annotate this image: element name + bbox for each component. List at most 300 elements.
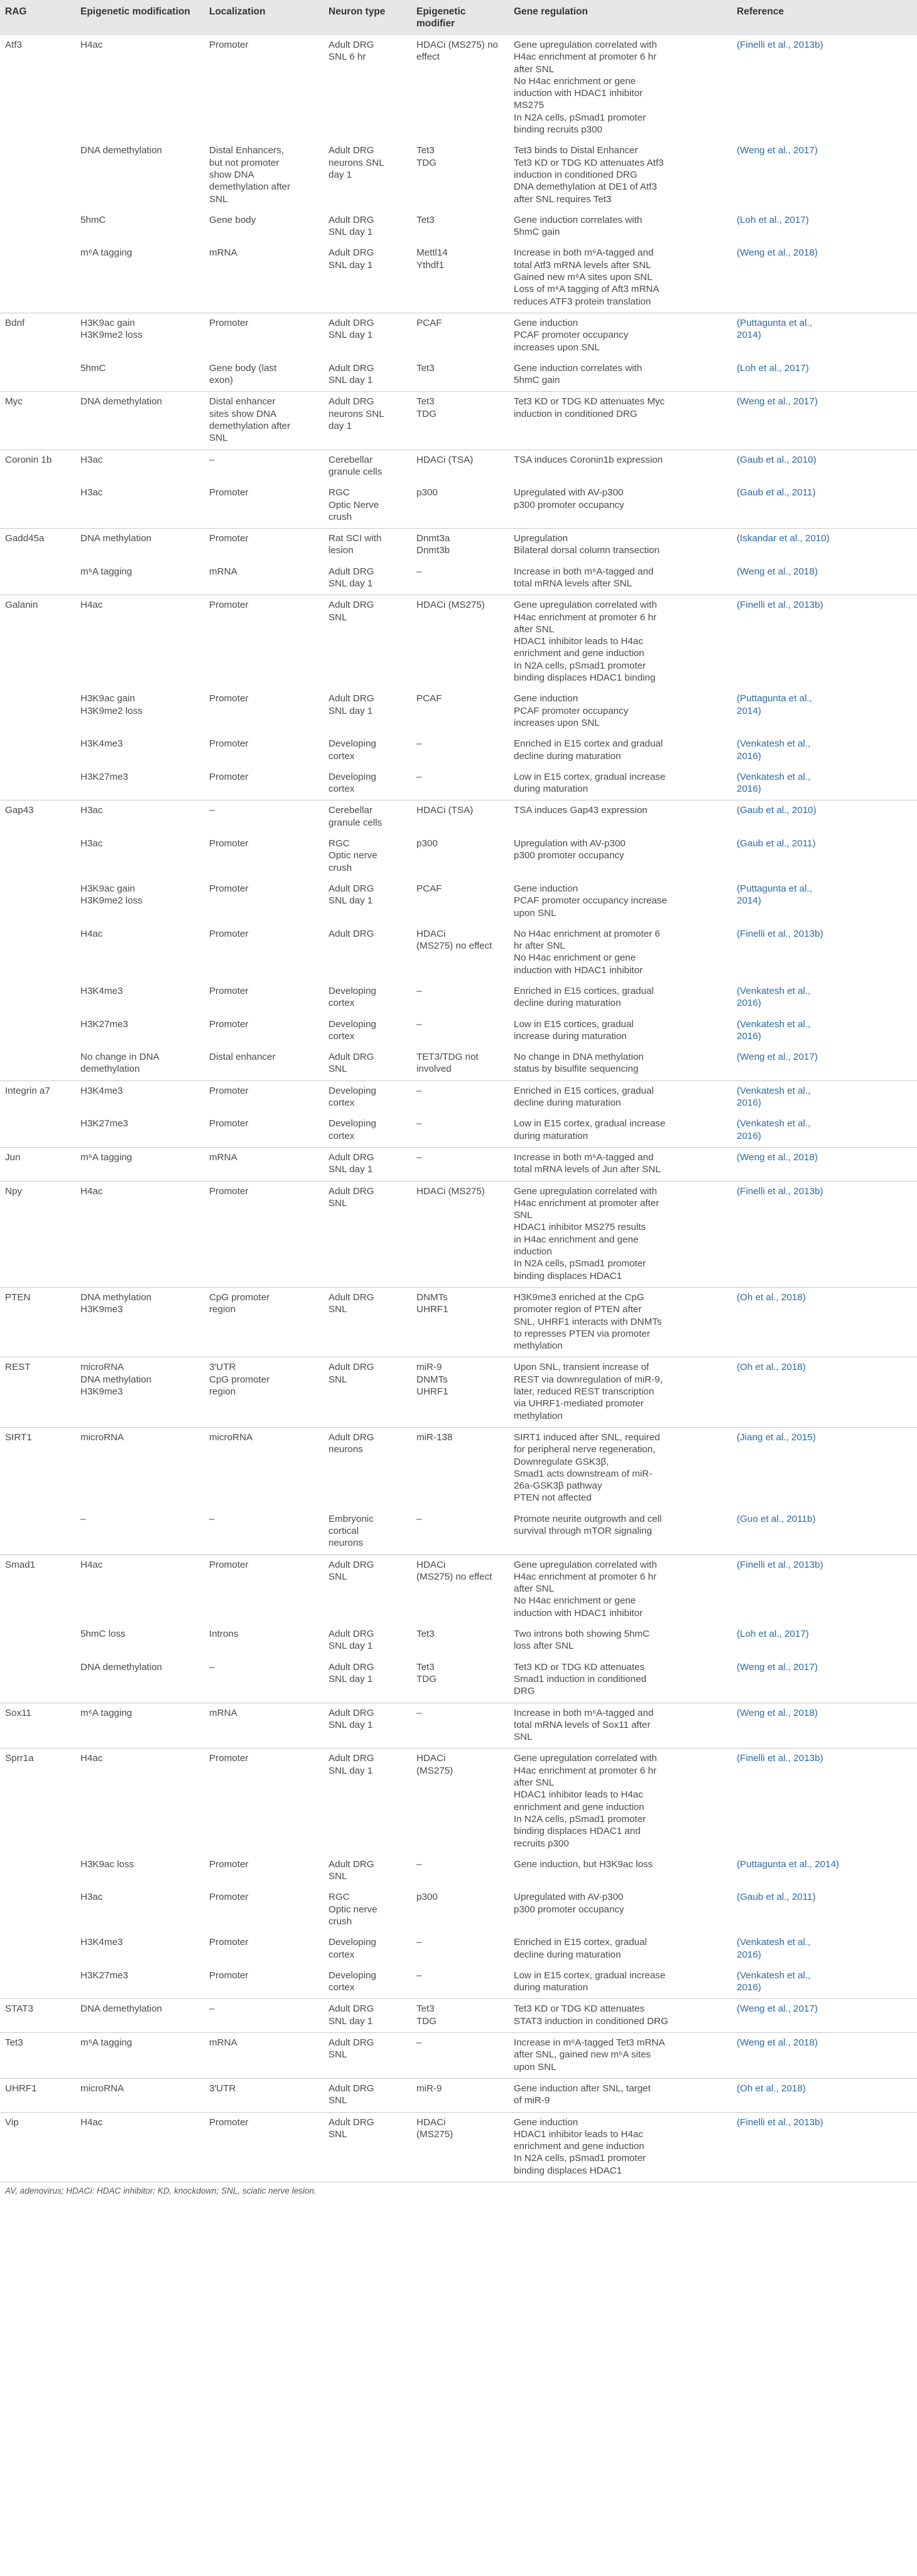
cell-neuron-type-line: Adult DRG xyxy=(328,2003,374,2015)
cell-epigenetic-modifier xyxy=(411,689,509,734)
cell-gene-regulation-line: Upon SNL, transient increase of xyxy=(514,1362,649,1373)
cell-gene-regulation-line: promoter region of PTEN after xyxy=(514,1304,642,1315)
cell-gene-regulation-line: SNL xyxy=(514,1210,533,1221)
cell-neuron-type xyxy=(323,1966,411,1999)
cell-epigenetic-modification xyxy=(75,1555,204,1624)
cell-epigenetic-modifier-line: Tet3 xyxy=(416,145,435,156)
cell-epigenetic-modification-line: microRNA xyxy=(80,1362,124,1373)
cell-gene-regulation-line: recruits p300 xyxy=(514,1838,569,1849)
cell-rag: Coronin 1b xyxy=(0,450,75,483)
cell-epigenetic-modification xyxy=(75,358,204,392)
cell-rag: Smad1 xyxy=(0,1555,75,1624)
cell-gene-regulation-line: binding recruits p300 xyxy=(514,124,602,136)
cell-rag xyxy=(0,1047,75,1081)
table-row xyxy=(0,1657,917,1703)
cell-reference xyxy=(732,2078,917,2112)
cell-epigenetic-modification-line: m⁶A tagging xyxy=(80,2037,133,2049)
cell-epigenetic-modification xyxy=(75,1887,204,1932)
header-neuron-type: Neuron type xyxy=(328,6,386,17)
cell-rag: Galanin xyxy=(0,595,75,689)
cell-reference xyxy=(732,450,917,483)
cell-rag xyxy=(0,689,75,734)
cell-epigenetic-modifier-line: – xyxy=(416,771,422,782)
cell-reference-line: (Weng et al., 2018) xyxy=(737,1151,818,1163)
cell-gene-regulation xyxy=(509,392,732,450)
cell-gene-regulation-line: upon SNL xyxy=(514,2061,556,2072)
cell-reference xyxy=(732,1999,917,2033)
cell-neuron-type xyxy=(323,800,411,834)
cell-localization-line: CpG promoter xyxy=(209,1291,270,1303)
cell-neuron-type-line: Developing xyxy=(328,1018,376,1030)
cell-rag xyxy=(0,1624,75,1657)
cell-epigenetic-modification-line: DNA demethylation xyxy=(80,145,163,156)
cell-localization xyxy=(204,1624,323,1657)
cell-epigenetic-modification-line: m⁶A tagging xyxy=(80,1151,133,1163)
cell-gene-regulation xyxy=(509,1703,732,1749)
cell-epigenetic-modifier-line: p300 xyxy=(416,487,438,498)
cell-gene-regulation-line: induction with HDAC1 inhibitor xyxy=(514,88,643,99)
cell-gene-regulation-line: Tet3 binds to Distal Enhancer xyxy=(514,145,638,156)
cell-gene-regulation-line: methylation xyxy=(514,1340,563,1352)
cell-reference-line: 2014) xyxy=(737,330,761,341)
cell-epigenetic-modification-line: H3K27me3 xyxy=(80,1018,128,1030)
cell-gene-regulation-line: Enriched in E15 cortex and gradual xyxy=(514,738,663,750)
cell-gene-regulation-line: H4ac enrichment at promoter after xyxy=(514,1197,659,1209)
cell-reference-line: 2014) xyxy=(737,705,761,716)
table-row xyxy=(0,800,917,834)
cell-epigenetic-modifier xyxy=(411,981,509,1015)
cell-epigenetic-modification xyxy=(75,450,204,483)
cell-reference xyxy=(732,1624,917,1657)
cell-localization xyxy=(204,1657,323,1703)
cell-gene-regulation-line: Smad1 acts downstream of miR- xyxy=(514,1468,653,1479)
table-row xyxy=(0,392,917,450)
cell-epigenetic-modification xyxy=(75,1047,204,1081)
cell-localization-line: Distal enhancer xyxy=(209,396,276,407)
cell-gene-regulation-line: during maturation xyxy=(514,1130,589,1141)
cell-gene-regulation xyxy=(509,1114,732,1147)
cell-gene-regulation-line: induction with HDAC1 inhibitor xyxy=(514,964,643,976)
cell-epigenetic-modification-line: H3ac xyxy=(80,838,103,849)
cell-epigenetic-modification xyxy=(75,1749,204,1855)
cell-reference xyxy=(732,2033,917,2079)
cell-localization-line: Promoter xyxy=(209,1858,249,1870)
cell-gene-regulation xyxy=(509,1015,732,1048)
cell-neuron-type xyxy=(323,1147,411,1181)
cell-reference xyxy=(732,879,917,924)
cell-reference-line: 2016) xyxy=(737,1949,761,1960)
header-reference: Reference xyxy=(737,6,784,17)
cell-localization xyxy=(204,2033,323,2079)
cell-epigenetic-modification xyxy=(75,924,204,981)
cell-neuron-type-line: Developing xyxy=(328,771,376,782)
cell-reference-line: (Finelli et al., 2013b) xyxy=(737,2116,823,2128)
cell-localization xyxy=(204,2078,323,2112)
cell-reference xyxy=(732,483,917,528)
cell-epigenetic-modifier xyxy=(411,734,509,767)
cell-gene-regulation-line: binding displaces HDAC1 and xyxy=(514,1826,641,1837)
cell-reference xyxy=(732,1357,917,1427)
table-row xyxy=(0,1749,917,1855)
cell-epigenetic-modification xyxy=(75,1509,204,1555)
cell-gene-regulation xyxy=(509,1749,732,1855)
cell-epigenetic-modifier xyxy=(411,1287,509,1357)
cell-neuron-type-line: Adult DRG xyxy=(328,928,374,939)
cell-gene-regulation-line: Smad1 induction in conditioned xyxy=(514,1673,647,1684)
cell-gene-regulation-line: p300 promoter occupancy xyxy=(514,1904,624,1915)
cell-neuron-type-line: cortical xyxy=(328,1525,359,1536)
cell-gene-regulation-line: total Atf3 mRNA levels after SNL xyxy=(514,259,651,271)
cell-neuron-type-line: SNL xyxy=(328,1374,347,1385)
cell-gene-regulation-line: Low in E15 cortex, gradual increase xyxy=(514,1118,666,1129)
cell-gene-regulation-line: binding displaces HDAC1 xyxy=(514,1270,622,1281)
cell-neuron-type-line: neurons xyxy=(328,1444,363,1455)
cell-epigenetic-modifier xyxy=(411,1114,509,1147)
table-row xyxy=(0,35,917,141)
cell-epigenetic-modifier xyxy=(411,483,509,528)
cell-epigenetic-modifier-line: UHRF1 xyxy=(416,1304,448,1315)
cell-localization xyxy=(204,2112,323,2182)
cell-neuron-type xyxy=(323,358,411,392)
cell-gene-regulation-line: Promote neurite outgrowth and cell xyxy=(514,1513,662,1524)
cell-rag xyxy=(0,562,75,595)
cell-neuron-type xyxy=(323,2078,411,2112)
cell-neuron-type-line: SNL xyxy=(328,1064,347,1075)
cell-reference-line: (Finelli et al., 2013b) xyxy=(737,1753,823,1764)
cell-localization xyxy=(204,243,323,313)
cell-neuron-type xyxy=(323,2033,411,2079)
cell-epigenetic-modifier xyxy=(411,313,509,358)
cell-gene-regulation-line: Tet3 KD or TDG KD attenuates Myc xyxy=(514,396,665,407)
cell-reference xyxy=(732,800,917,834)
cell-epigenetic-modification-line: 5hmC xyxy=(80,362,106,374)
cell-gene-regulation xyxy=(509,243,732,313)
cell-localization-line: Promoter xyxy=(209,1018,249,1030)
cell-localization-line: Promoter xyxy=(209,1118,249,1129)
cell-gene-regulation xyxy=(509,1357,732,1427)
cell-localization-line: SNL xyxy=(209,433,228,444)
cell-epigenetic-modification-line: H4ac xyxy=(80,1559,103,1570)
cell-epigenetic-modifier xyxy=(411,2112,509,2182)
cell-epigenetic-modification-line: DNA methylation xyxy=(80,1374,152,1385)
cell-epigenetic-modifier-line: – xyxy=(416,1513,422,1524)
cell-gene-regulation xyxy=(509,358,732,392)
cell-neuron-type xyxy=(323,562,411,595)
cell-localization-line: Promoter xyxy=(209,738,249,750)
cell-epigenetic-modifier-line: – xyxy=(416,566,422,577)
cell-gene-regulation-line: increases upon SNL xyxy=(514,717,600,728)
cell-gene-regulation-line: during maturation xyxy=(514,784,589,795)
cell-epigenetic-modifier-line: (MS275) xyxy=(416,2128,453,2140)
cell-reference xyxy=(732,767,917,800)
cell-neuron-type-line: Adult DRG xyxy=(328,2083,374,2094)
cell-gene-regulation xyxy=(509,1855,732,1888)
cell-reference-line: (Finelli et al., 2013b) xyxy=(737,600,823,611)
cell-reference xyxy=(732,35,917,141)
cell-reference-line: 2016) xyxy=(737,784,761,795)
cell-epigenetic-modifier-line: PCAF xyxy=(416,693,442,704)
cell-gene-regulation-line: HDAC1 inhibitor leads to H4ac xyxy=(514,636,643,647)
cell-gene-regulation-line: Bilateral dorsal column transection xyxy=(514,545,660,556)
cell-epigenetic-modification-line: H3K4me3 xyxy=(80,1085,123,1096)
cell-gene-regulation-line: Low in E15 cortices, gradual xyxy=(514,1018,634,1030)
cell-epigenetic-modifier xyxy=(411,450,509,483)
table-row xyxy=(0,1181,917,1287)
cell-epigenetic-modification xyxy=(75,1081,204,1114)
cell-epigenetic-modifier-line: – xyxy=(416,1018,422,1030)
cell-epigenetic-modifier-line: – xyxy=(416,1085,422,1096)
cell-epigenetic-modification-line: H4ac xyxy=(80,928,103,939)
cell-epigenetic-modifier xyxy=(411,1047,509,1081)
cell-localization-line: Promoter xyxy=(209,928,249,939)
table-row xyxy=(0,2033,917,2079)
cell-reference-line: (Venkatesh et al., xyxy=(737,986,811,996)
cell-neuron-type-line: SNL xyxy=(328,612,347,623)
cell-epigenetic-modifier-line: (MS275) no effect xyxy=(416,1571,492,1582)
cell-epigenetic-modifier xyxy=(411,141,509,210)
cell-neuron-type-line: Adult DRG xyxy=(328,1291,374,1303)
cell-neuron-type xyxy=(323,1555,411,1624)
cell-reference xyxy=(732,2112,917,2182)
cell-localization-line: Distal enhancer xyxy=(209,1052,276,1063)
cell-epigenetic-modification xyxy=(75,595,204,689)
cell-localization xyxy=(204,689,323,734)
cell-rag: Integrin a7 xyxy=(0,1081,75,1114)
cell-gene-regulation-line: In N2A cells, pSmad1 promoter xyxy=(514,660,646,671)
cell-neuron-type-line: SNL day 1 xyxy=(328,895,373,907)
cell-gene-regulation-line: after SNL, gained new m⁶A sites xyxy=(514,2049,651,2061)
cell-localization-line: Promoter xyxy=(209,317,249,328)
cell-localization-line: – xyxy=(209,1661,215,1673)
cell-epigenetic-modification xyxy=(75,1114,204,1147)
cell-epigenetic-modification xyxy=(75,483,204,528)
table-row xyxy=(0,767,917,800)
cell-gene-regulation-line: In N2A cells, pSmad1 promoter xyxy=(514,112,646,123)
cell-gene-regulation-line: Gene induction xyxy=(514,317,578,328)
cell-gene-regulation-line: In N2A cells, pSmad1 promoter xyxy=(514,1258,646,1269)
cell-rag xyxy=(0,210,75,244)
cell-rag xyxy=(0,734,75,767)
cell-neuron-type-line: Developing xyxy=(328,1970,376,1981)
cell-gene-regulation-line: during maturation xyxy=(514,1982,589,1993)
cell-reference xyxy=(732,1932,917,1966)
cell-gene-regulation-line: Gene induction xyxy=(514,883,578,894)
cell-reference-line: (Gaub et al., 2011) xyxy=(737,487,816,498)
cell-reference xyxy=(732,1657,917,1703)
cell-localization xyxy=(204,1999,323,2033)
cell-epigenetic-modifier xyxy=(411,1015,509,1048)
cell-epigenetic-modifier xyxy=(411,1749,509,1855)
cell-gene-regulation-line: No H4ac enrichment or gene xyxy=(514,75,636,87)
cell-neuron-type-line: Optic Nerve xyxy=(328,499,379,510)
cell-epigenetic-modifier-line: TDG xyxy=(416,2015,437,2027)
cell-gene-regulation-line: p300 promoter occupancy xyxy=(514,499,624,510)
cell-reference xyxy=(732,1966,917,1999)
cell-gene-regulation-line: methylation xyxy=(514,1410,563,1421)
cell-epigenetic-modification-line: DNA methylation xyxy=(80,1291,152,1303)
cell-reference-line: (Finelli et al., 2013b) xyxy=(737,928,823,939)
cell-reference-line: 2014) xyxy=(737,895,761,907)
cell-epigenetic-modifier-line: – xyxy=(416,1151,422,1163)
cell-neuron-type xyxy=(323,1703,411,1749)
cell-epigenetic-modification-line: microRNA xyxy=(80,1431,124,1443)
cell-epigenetic-modifier xyxy=(411,243,509,313)
table-row xyxy=(0,1287,917,1357)
cell-reference-line: (Venkatesh et al., xyxy=(737,738,811,750)
cell-epigenetic-modification xyxy=(75,2033,204,2079)
cell-gene-regulation-line: status by bisulfite sequencing xyxy=(514,1064,639,1075)
cell-gene-regulation xyxy=(509,2078,732,2112)
cell-reference-line: (Gaub et al., 2010) xyxy=(737,805,817,816)
cell-neuron-type-line: Cerebellar xyxy=(328,805,373,816)
cell-gene-regulation-line: binding displaces HDAC1 xyxy=(514,2165,622,2176)
cell-neuron-type-line: SNL xyxy=(328,1197,347,1209)
table-row xyxy=(0,313,917,358)
cell-gene-regulation-line: HDAC1 inhibitor leads to H4ac xyxy=(514,2128,643,2140)
cell-reference-line: (Oh et al., 2018) xyxy=(737,1291,806,1303)
cell-epigenetic-modifier-line: – xyxy=(416,738,422,750)
cell-epigenetic-modification-line: H3K27me3 xyxy=(80,1970,128,1981)
cell-neuron-type-line: Developing xyxy=(328,1937,376,1948)
cell-epigenetic-modifier-line: HDACi (TSA) xyxy=(416,454,474,465)
cell-neuron-type-line: SNL xyxy=(328,1304,347,1315)
cell-epigenetic-modifier-line: HDACi (MS275) no effect xyxy=(416,40,498,63)
cell-gene-regulation-line: after SNL xyxy=(514,1777,555,1789)
cell-reference xyxy=(732,981,917,1015)
cell-neuron-type xyxy=(323,1081,411,1114)
cell-gene-regulation-line: No H4ac enrichment or gene xyxy=(514,952,636,964)
cell-localization-line: Promoter xyxy=(209,600,249,611)
cell-neuron-type-line: Adult DRG xyxy=(328,396,374,407)
cell-neuron-type-line: Adult DRG xyxy=(328,1151,374,1163)
cell-gene-regulation-line: Gene induction correlates with xyxy=(514,214,643,225)
cell-gene-regulation-line: H4ac enrichment at promoter 6 hr xyxy=(514,51,657,63)
cell-epigenetic-modifier-line: PCAF xyxy=(416,883,442,894)
cell-localization xyxy=(204,313,323,358)
cell-gene-regulation-line: total mRNA levels of Jun after SNL xyxy=(514,1164,661,1175)
cell-rag xyxy=(0,1966,75,1999)
cell-gene-regulation-line: for peripheral nerve regeneration, xyxy=(514,1444,656,1455)
cell-localization-line: 3′UTR xyxy=(209,1362,236,1373)
cell-epigenetic-modifier-line: TET3/TDG not xyxy=(416,1052,479,1063)
cell-epigenetic-modifier-line: – xyxy=(416,1970,422,1981)
cell-localization xyxy=(204,1047,323,1081)
cell-gene-regulation-line: Two introns both showing 5hmC xyxy=(514,1629,650,1640)
cell-gene-regulation xyxy=(509,1147,732,1181)
cell-localization-line: mRNA xyxy=(209,1707,237,1718)
cell-neuron-type-line: Optic nerve xyxy=(328,1904,377,1915)
cell-gene-regulation-line: Gene upregulation correlated with xyxy=(514,1559,657,1570)
cell-gene-regulation-line: Enriched in E15 cortices, gradual xyxy=(514,986,654,996)
table-row xyxy=(0,834,917,879)
cell-gene-regulation-line: 26a-GSK3β pathway xyxy=(514,1480,602,1492)
cell-gene-regulation-line: Loss of m⁶A tagging of Aft3 mRNA xyxy=(514,284,659,295)
cell-neuron-type xyxy=(323,879,411,924)
cell-gene-regulation-line: to represses PTEN via promoter xyxy=(514,1328,650,1339)
cell-reference-line: (Puttagunta et al., xyxy=(737,317,812,328)
cell-reference-line: (Venkatesh et al., xyxy=(737,771,811,782)
table-row xyxy=(0,243,917,313)
table-row xyxy=(0,595,917,689)
cell-rag: Sox11 xyxy=(0,1703,75,1749)
table-row xyxy=(0,1555,917,1624)
table-row xyxy=(0,1114,917,1147)
cell-reference-line: (Venkatesh et al., xyxy=(737,1085,811,1096)
cell-gene-regulation xyxy=(509,1887,732,1932)
cell-rag: Npy xyxy=(0,1181,75,1287)
cell-neuron-type-line: Cerebellar xyxy=(328,454,373,465)
cell-reference xyxy=(732,834,917,879)
cell-localization xyxy=(204,981,323,1015)
table-row xyxy=(0,358,917,392)
cell-gene-regulation-line: after SNL xyxy=(514,63,555,75)
cell-epigenetic-modification xyxy=(75,1015,204,1048)
cell-localization-line: mRNA xyxy=(209,247,237,259)
cell-gene-regulation xyxy=(509,879,732,924)
cell-neuron-type xyxy=(323,210,411,244)
cell-epigenetic-modifier xyxy=(411,562,509,595)
cell-neuron-type-line: cortex xyxy=(328,1949,355,1960)
cell-reference xyxy=(732,595,917,689)
cell-localization-line: mRNA xyxy=(209,566,237,577)
cell-gene-regulation xyxy=(509,1427,732,1509)
cell-epigenetic-modifier-line: TDG xyxy=(416,408,437,419)
cell-localization-line: Promoter xyxy=(209,838,249,849)
cell-localization-line: sites show DNA xyxy=(209,408,277,419)
cell-neuron-type-line: SNL day 1 xyxy=(328,1164,373,1175)
cell-reference-line: (Finelli et al., 2013b) xyxy=(737,1185,823,1197)
cell-localization xyxy=(204,483,323,528)
cell-gene-regulation-line: after SNL xyxy=(514,623,555,635)
cell-localization-line: Promoter xyxy=(209,1753,249,1764)
cell-rag: Tet3 xyxy=(0,2033,75,2079)
cell-gene-regulation-line: STAT3 induction in conditioned DRG xyxy=(514,2015,668,2027)
cell-neuron-type xyxy=(323,1624,411,1657)
cell-localization xyxy=(204,834,323,879)
cell-rag: Gadd45a xyxy=(0,529,75,562)
cell-localization-line: Promoter xyxy=(209,771,249,782)
cell-rag: PTEN xyxy=(0,1287,75,1357)
cell-gene-regulation xyxy=(509,1999,732,2033)
cell-gene-regulation-line: reduces ATF3 protein translation xyxy=(514,296,651,307)
cell-neuron-type-line: Adult DRG xyxy=(328,1661,374,1673)
cell-epigenetic-modifier xyxy=(411,358,509,392)
cell-gene-regulation xyxy=(509,483,732,528)
cell-neuron-type xyxy=(323,834,411,879)
cell-neuron-type-line: Rat SCI with xyxy=(328,533,382,544)
cell-gene-regulation-line: PCAF promoter occupancy xyxy=(514,330,629,341)
cell-neuron-type-line: granule cells xyxy=(328,466,383,477)
cell-reference-line: (Weng et al., 2017) xyxy=(737,396,818,407)
cell-epigenetic-modifier xyxy=(411,1999,509,2033)
cell-rag xyxy=(0,483,75,528)
cell-localization-line: SNL xyxy=(209,193,228,205)
cell-reference-line: (Weng et al., 2018) xyxy=(737,247,818,259)
cell-neuron-type-line: Adult DRG xyxy=(328,1707,374,1718)
cell-neuron-type-line: Adult DRG xyxy=(328,2116,374,2128)
cell-epigenetic-modification-line: m⁶A tagging xyxy=(80,1707,133,1718)
cell-gene-regulation-line: Enriched in E15 cortices, gradual xyxy=(514,1085,654,1096)
cell-epigenetic-modifier-line: PCAF xyxy=(416,317,442,328)
cell-neuron-type-line: cortex xyxy=(328,784,355,795)
cell-reference-line: (Guo et al., 2011b) xyxy=(737,1513,816,1524)
cell-reference-line: (Venkatesh et al., xyxy=(737,1937,811,1948)
cell-gene-regulation-line: enrichment and gene induction xyxy=(514,648,644,659)
cell-neuron-type-line: Adult DRG xyxy=(328,247,374,259)
cell-neuron-type xyxy=(323,1887,411,1932)
cell-reference-line: (Loh et al., 2017) xyxy=(737,1629,809,1640)
cell-neuron-type-line: SNL xyxy=(328,2049,347,2061)
